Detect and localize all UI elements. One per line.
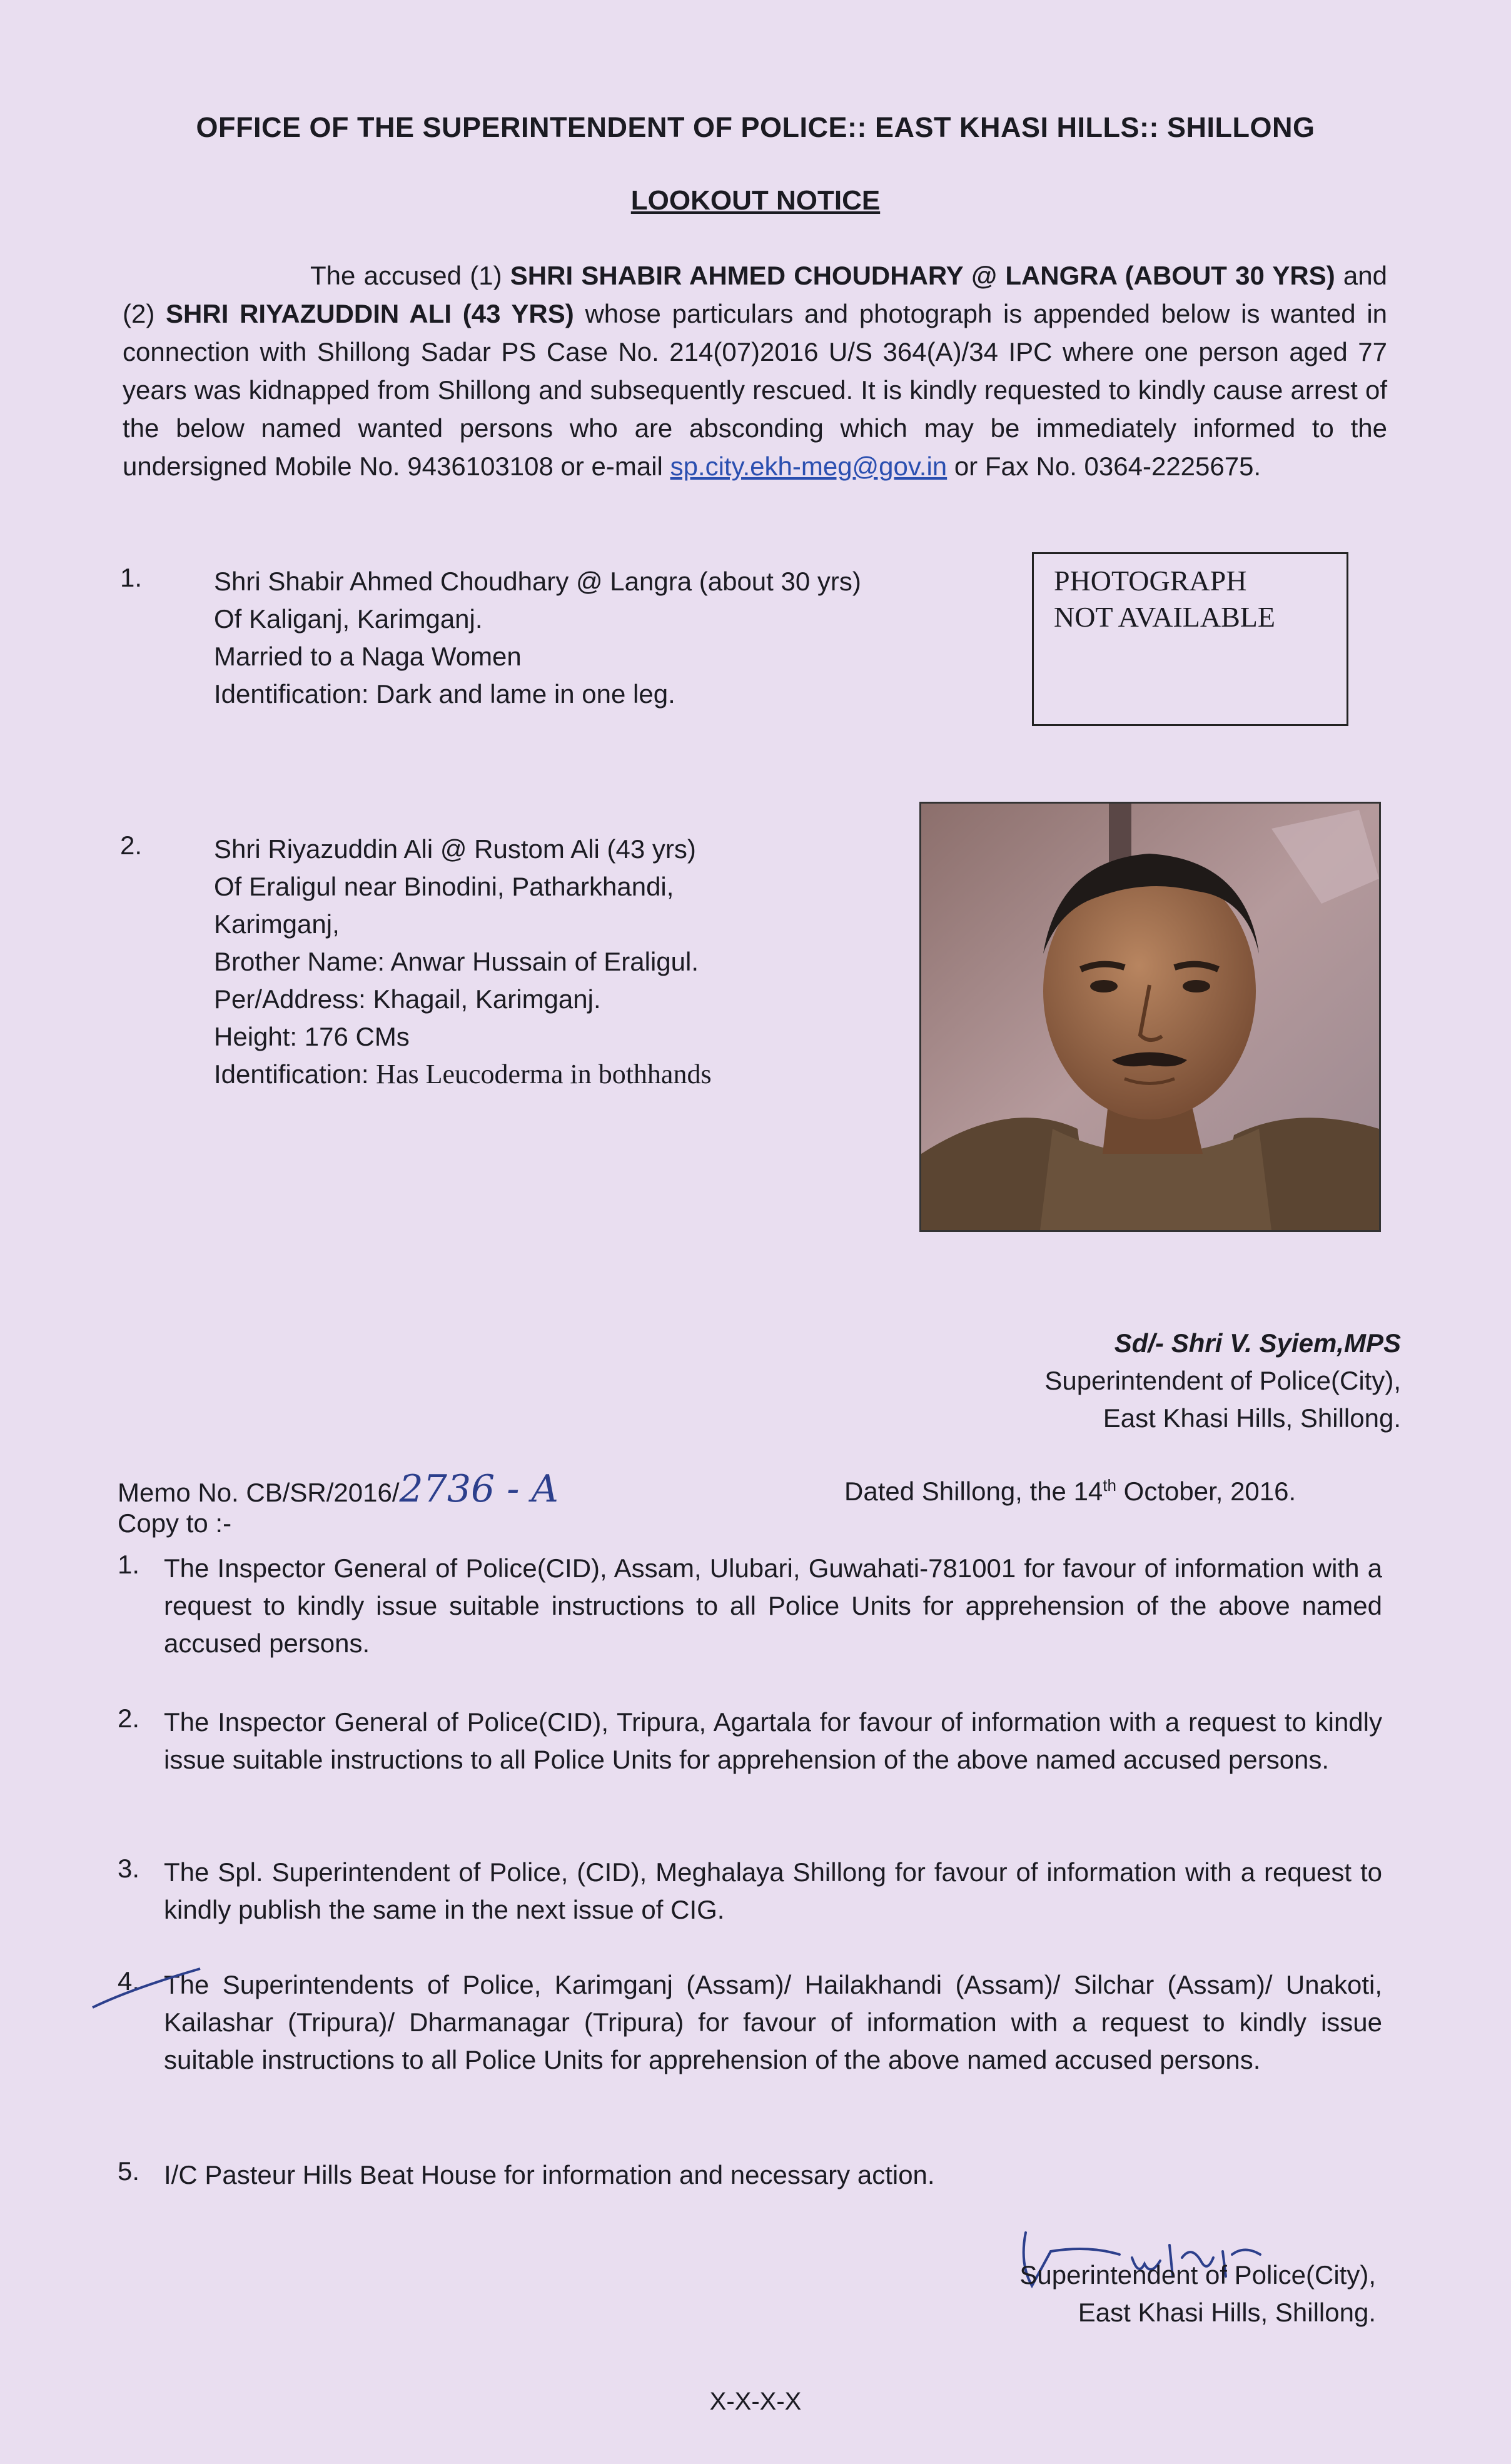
copy-item-3-number: 3. xyxy=(118,1854,140,1883)
signatory-designation: Superintendent of Police(City), xyxy=(1044,1366,1401,1395)
memo-prefix: Memo No. CB/SR/2016/ xyxy=(118,1478,400,1507)
handwritten-strike-mark xyxy=(88,1964,213,2014)
dated-superscript: th xyxy=(1103,1476,1116,1495)
accused-2-origin: Of Eraligul near Binodini, Patharkhandi, xyxy=(214,872,674,901)
accused-2-details xyxy=(214,831,712,1093)
accused-1-details xyxy=(214,563,861,713)
signatory-designation-2: Superintendent of Police(City), xyxy=(1019,2260,1376,2290)
photo-placeholder-line-2: NOT AVAILABLE xyxy=(1054,601,1275,633)
copy-item-4-number: 4. xyxy=(118,1966,140,1996)
copy-item-4-text: The Superintendents of Police, Karimganj (Assam)/ Hailakhandi (Assam)/ Silchar (Assam)/ Unakoti, Kailashar (Tripura)/ Dharmanagar (Tripura) for favour of information with a request to kindly issue suitable instructions to all Police Units for apprehension of the above named accused persons. xyxy=(164,1970,1382,2074)
document-end-marker: X-X-X-X xyxy=(709,2388,802,2415)
photograph-not-available-box xyxy=(1032,552,1348,726)
signatory-place-2: East Khasi Hills, Shillong. xyxy=(1078,2298,1376,2327)
accused-2-name-bold: SHRI RIYAZUDDIN ALI (43 YRS) xyxy=(166,299,574,328)
identification-label: Identification: xyxy=(214,1059,376,1089)
accused-1-number: 1. xyxy=(120,563,143,592)
accused-2-brother: Brother Name: Anwar Hussain of Eraligul. xyxy=(214,947,699,976)
accused-1-name-bold: SHRI SHABIR AHMED CHOUDHARY @ LANGRA (ABOUT 30 YRS) xyxy=(510,261,1335,290)
accused-1-origin: Of Kaliganj, Karimganj. xyxy=(214,604,483,634)
dated-line xyxy=(844,1476,1296,1507)
accused-2-district: Karimganj, xyxy=(214,909,340,939)
accused-2-identification xyxy=(214,1056,712,1093)
memo-number xyxy=(118,1467,558,1511)
accused-2-address: Per/Address: Khagail, Karimganj. xyxy=(214,984,601,1014)
accused-1-marital: Married to a Naga Women xyxy=(214,642,522,671)
signatory-place: East Khasi Hills, Shillong. xyxy=(1103,1403,1401,1433)
portrait-image xyxy=(921,804,1379,1230)
notice-title: LOOKOUT NOTICE xyxy=(630,185,881,216)
accused-2-height: Height: 176 CMs xyxy=(214,1022,410,1051)
signature-block-1 xyxy=(876,1325,1401,1437)
signatory-name: Sd/- Shri V. Syiem,MPS xyxy=(1114,1328,1401,1358)
accused-2-photograph xyxy=(919,802,1381,1232)
intro-paragraph xyxy=(123,256,1387,485)
photo-placeholder-line-1: PHOTOGRAPH xyxy=(1054,565,1247,597)
intro-text-3: whose particulars and photograph is appended below is wanted in connection with Shillong Sadar PS Case No. 214(07)2016 U/S 364(A)/34 IPC where one person aged 77 years was kidnapped from Shillong and subsequently rescued. It is kindly requested to kindly cause arrest of the below named wanted persons who are absconding which may be immediately informed to the undersigned Mobile No. 9436103108 or e-mail xyxy=(123,299,1388,481)
identification-value: Has Leucoderma in bothhands xyxy=(376,1059,712,1089)
office-header: OFFICE OF THE SUPERINTENDENT OF POLICE:: EAST KHASI HILLS:: SHILLONG xyxy=(196,111,1315,143)
copy-item-3-text: The Spl. Superintendent of Police, (CID), Meghalaya Shillong for favour of information with a request to kindly publish the same in the next issue of CIG. xyxy=(164,1857,1382,1924)
intro-text-4: or Fax No. 0364-2225675. xyxy=(947,452,1261,481)
dated-prefix: Dated Shillong, the 14 xyxy=(844,1477,1103,1506)
accused-1-name: Shri Shabir Ahmed Choudhary @ Langra (about 30 yrs) xyxy=(214,567,861,596)
signature-block-2 xyxy=(901,2256,1376,2331)
copy-item-2-number: 2. xyxy=(118,1704,140,1733)
intro-text-2: and (2) xyxy=(123,261,1387,328)
copy-item-5-number: 5. xyxy=(118,2156,140,2186)
dated-suffix: October, 2016. xyxy=(1116,1477,1296,1506)
copy-item-1-text: The Inspector General of Police(CID), Assam, Ulubari, Guwahati-781001 for favour of information with a request to kindly issue suitable instructions to all Police Units for apprehension of the above named accused persons. xyxy=(164,1553,1382,1658)
accused-2-number: 2. xyxy=(120,831,143,860)
copy-item-2-text: The Inspector General of Police(CID), Tripura, Agartala for favour of information with a request to kindly issue suitable instructions to all Police Units for apprehension of the above named accused persons. xyxy=(164,1707,1382,1774)
email-link[interactable]: sp.city.ekh-meg@gov.in xyxy=(670,452,948,481)
copy-to-label: Copy to :- xyxy=(118,1508,232,1538)
accused-1-identification: Identification: Dark and lame in one leg. xyxy=(214,679,675,709)
intro-text-1: The accused (1) xyxy=(310,261,510,290)
memo-handwritten-number: 2736 - A xyxy=(399,1467,558,1511)
accused-2-name: Shri Riyazuddin Ali @ Rustom Ali (43 yrs) xyxy=(214,834,696,864)
copy-item-1-number: 1. xyxy=(118,1550,140,1579)
copy-item-5-text: I/C Pasteur Hills Beat House for information and necessary action. xyxy=(164,2160,935,2189)
